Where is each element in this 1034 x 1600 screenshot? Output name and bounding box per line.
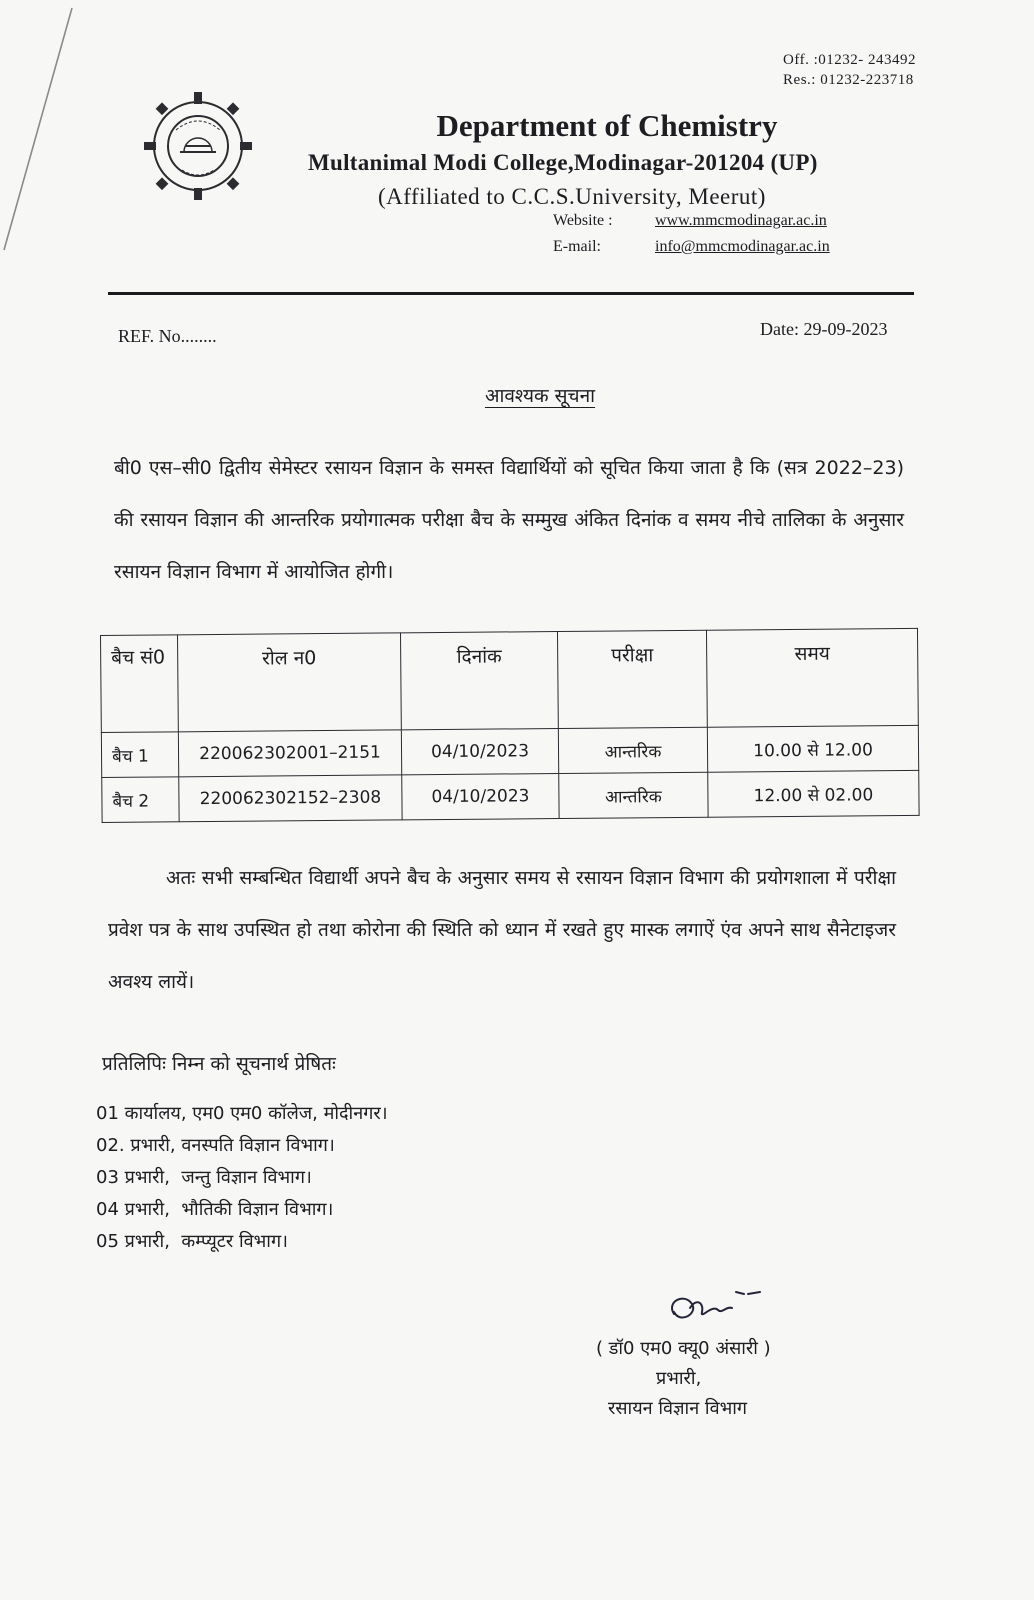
list-item: 05 प्रभारी, कम्प्यूटर विभाग।	[96, 1231, 288, 1252]
website-label: Website :	[553, 212, 613, 229]
reference-number: REF. No........	[118, 326, 217, 346]
residence-phone: Res.: 01232-223718	[783, 72, 914, 88]
header-batch: बैच सं0	[101, 635, 179, 733]
date-cell: 04/10/2023	[402, 774, 559, 820]
signatory-department: रसायन विज्ञान विभाग	[608, 1398, 748, 1419]
table-header-row	[101, 628, 919, 732]
email-link[interactable]: info@mmcmodinagar.ac.in	[655, 238, 830, 255]
exam-schedule-table	[100, 628, 920, 823]
office-phone: Off. :01232- 243492	[783, 52, 916, 68]
header-divider	[108, 292, 914, 295]
signatory-name: ( डॉ0 एम0 क्यू0 अंसारी )	[596, 1338, 771, 1359]
batch-cell: बैच 1	[101, 732, 178, 778]
copy-to-list	[96, 1098, 388, 1258]
batch-cell: बैच 2	[102, 777, 179, 823]
date-cell: 04/10/2023	[401, 729, 558, 775]
time-cell: 10.00 से 12.00	[707, 725, 918, 772]
college-name: Multanimal Modi College,Modinagar-201204 (UP)	[308, 150, 818, 175]
signatory-role: प्रभारी,	[656, 1368, 702, 1389]
exam-cell: आन्तरिक	[559, 772, 708, 818]
roll-cell: 220062302152–2308	[179, 775, 402, 822]
exam-cell: आन्तरिक	[558, 727, 707, 773]
header-time: समय	[706, 628, 918, 727]
college-seal-logo	[142, 90, 254, 202]
department-title: Department of Chemistry	[436, 108, 778, 143]
table-row	[101, 725, 918, 777]
notice-date: Date: 29-09-2023	[760, 319, 888, 339]
time-cell: 12.00 से 02.00	[708, 770, 919, 817]
list-item: 03 प्रभारी, जन्तु विज्ञान विभाग।	[96, 1167, 312, 1188]
affiliation: (Affiliated to C.C.S.University, Meerut)	[378, 184, 766, 209]
email-label: E-mail:	[553, 238, 601, 255]
table-row	[102, 770, 919, 822]
header-roll: रोल न0	[178, 633, 402, 732]
list-item: 01 कार्यालय, एम0 एम0 कॉलेज, मोदीनगर।	[96, 1103, 388, 1124]
header-date: दिनांक	[400, 632, 558, 730]
email-row	[553, 238, 830, 256]
notice-title	[0, 382, 1034, 408]
website-row	[553, 212, 827, 230]
signatory-block	[596, 1334, 771, 1424]
roll-cell: 220062302001–2151	[178, 730, 401, 777]
notice-title-text: आवश्यक सूचना	[484, 385, 596, 407]
notice-paragraph-2: अतः सभी सम्बन्धित विद्यार्थी अपने बैच के अनुसार समय से रसायन विज्ञान विभाग की प्रयोगशाला में परीक्षा प्रवेश पत्र के साथ उपस्थित हो तथा कोरोना की स्थिति को ध्यान में रखते हुए मास्क लगाऐं एंव अपने साथ सैनेटाइजर अवश्य लायें।	[108, 867, 896, 993]
list-item: 02. प्रभारी, वनस्पति विज्ञान विभाग।	[96, 1135, 335, 1156]
handwritten-signature	[662, 1284, 792, 1334]
copy-to-heading: प्रतिलिपिः निम्न को सूचनार्थ प्रेषितः	[102, 1053, 336, 1075]
notice-paragraph-1: बी0 एस–सी0 द्वितीय सेमेस्टर रसायन विज्ञान के समस्त विद्यार्थियों को सूचित किया जाता है कि (सत्र 2022–23) की रसायन विज्ञान की आन्तरिक प्रयोगात्मक परीक्षा बैच के सम्मुख अंकित दिनांक व समय नीचे तालिका के अनुसार रसायन विज्ञान विभाग में आयोजित होगी।	[114, 457, 904, 583]
list-item: 04 प्रभारी, भौतिकी विज्ञान विभाग।	[96, 1199, 334, 1220]
website-link[interactable]: www.mmcmodinagar.ac.in	[655, 212, 827, 229]
header-exam: परीक्षा	[557, 630, 707, 728]
contact-phones	[783, 50, 916, 90]
